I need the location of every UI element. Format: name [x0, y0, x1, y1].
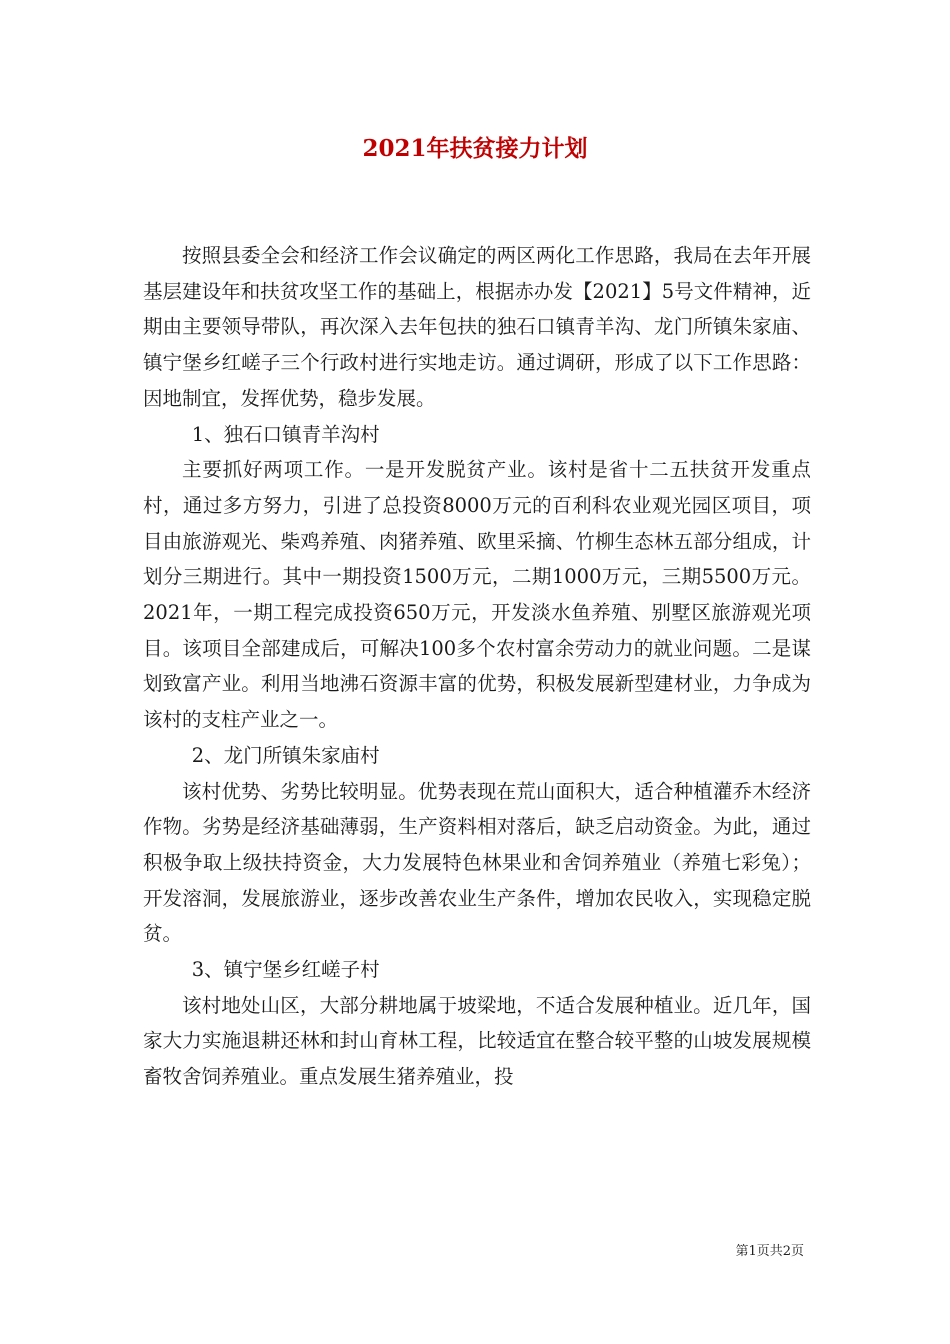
section-heading-1: 1、独石口镇青羊沟村	[191, 422, 380, 446]
section-paragraph-3: 该村地处山区，大部分耕地属于坡梁地，不适合发展种植业。近几年，国家大力实施退耕还林和封山育林工程，比较适宜在整合较平整的山坡发展规模畜牧舍饲养殖业。重点发展生猪养殖业，投	[143, 993, 811, 1089]
document-body	[143, 238, 811, 1095]
section-heading-3: 3、镇宁堡乡红嵯子村	[191, 958, 380, 982]
document-title: 2021年扶贫接力计划	[362, 135, 588, 162]
page-number: 第1页共2页	[735, 1244, 804, 1259]
section-paragraph-2: 该村优势、劣势比较明显。优势表现在荒山面积大，适合种植灌乔木经济作物。劣势是经济基础薄弱，生产资料相对落后，缺乏启动资金。为此，通过积极争取上级扶持资金，大力发展特色林果业和舍饲养殖业（养殖七彩兔）；开发溶洞，发展旅游业，逐步改善农业生产条件，增加农民收入，实现稳定脱贫。	[143, 779, 811, 946]
section-paragraph-1: 主要抓好两项工作。一是开发脱贫产业。该村是省十二五扶贫开发重点村，通过多方努力，引进了总投资8000万元的百利科农业观光园区项目，项目由旅游观光、柴鸡养殖、肉猪养殖、欧里采摘、竹柳生态林五部分组成，计划分三期进行。其中一期投资1500万元，二期1000万元，三期5500万元。2021年，一期工程完成投资650万元，开发淡水鱼养殖、别墅区旅游观光项目。该项目全部建成后，可解决100多个农村富余劳动力的就业问题。二是谋划致富产业。利用当地沸石资源丰富的优势，积极发展新型建材业，力争成为该村的支柱产业之一。	[143, 458, 811, 732]
intro-paragraph: 按照县委全会和经济工作会议确定的两区两化工作思路，我局在去年开展基层建设年和扶贫攻坚工作的基础上，根据赤办发【2021】5号文件精神，近期由主要领导带队，再次深入去年包扶的独石口镇青羊沟、龙门所镇朱家庙、镇宁堡乡红嵯子三个行政村进行实地走访。通过调研，形成了以下工作思路：因地制宜，发挥优势，稳步发展。	[143, 244, 811, 410]
section-heading-2: 2、龙门所镇朱家庙村	[191, 743, 380, 767]
